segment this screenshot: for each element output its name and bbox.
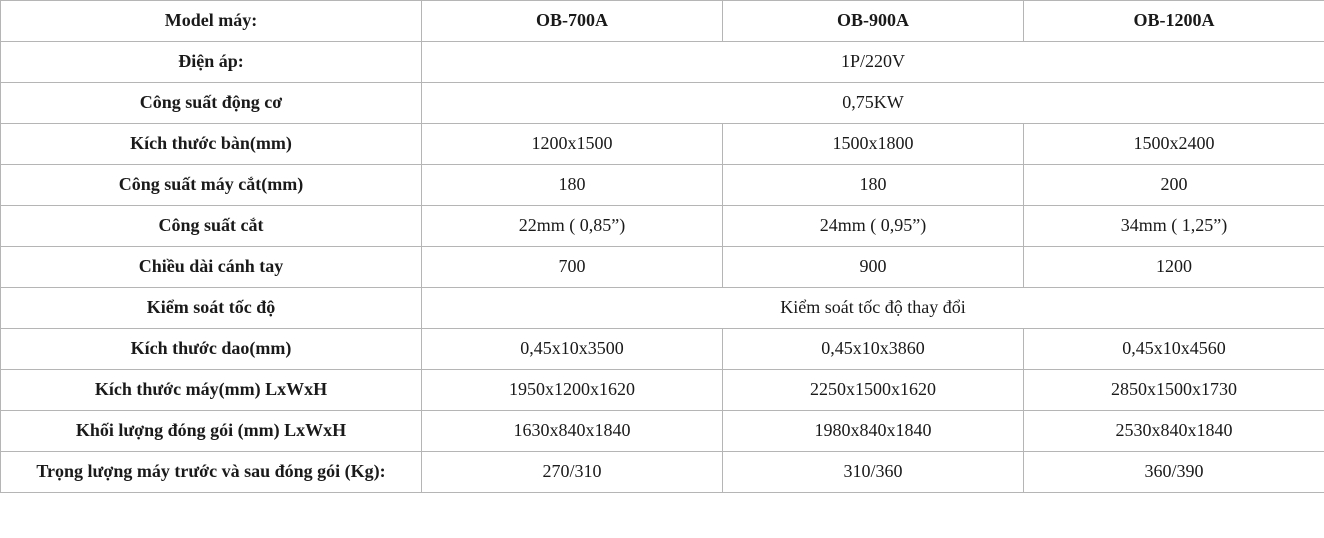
- row-value-merged: Kiểm soát tốc độ thay đổi: [422, 288, 1324, 329]
- table-row: [1, 411, 1324, 452]
- row-value: 2850x1500x1730: [1024, 370, 1324, 411]
- row-value: 180: [422, 165, 723, 206]
- row-value: 700: [422, 247, 723, 288]
- table-row: [1, 329, 1324, 370]
- table-row: [1, 288, 1324, 329]
- row-value-merged: 0,75KW: [422, 83, 1324, 124]
- row-label: Kích thước dao(mm): [1, 329, 422, 370]
- row-label: Công suất máy cắt(mm): [1, 165, 422, 206]
- row-value: 24mm ( 0,95”): [723, 206, 1024, 247]
- row-label: Công suất cắt: [1, 206, 422, 247]
- row-value: 1980x840x1840: [723, 411, 1024, 452]
- row-value: OB-1200A: [1024, 1, 1324, 42]
- row-value: 360/390: [1024, 452, 1324, 493]
- row-value-merged: 1P/220V: [422, 42, 1324, 83]
- row-value: 22mm ( 0,85”): [422, 206, 723, 247]
- row-value: 34mm ( 1,25”): [1024, 206, 1324, 247]
- row-value: OB-700A: [422, 1, 723, 42]
- row-label: Chiều dài cánh tay: [1, 247, 422, 288]
- row-label: Công suất động cơ: [1, 83, 422, 124]
- row-value: 0,45x10x4560: [1024, 329, 1324, 370]
- row-value: OB-900A: [723, 1, 1024, 42]
- row-value: 310/360: [723, 452, 1024, 493]
- row-value: 1950x1200x1620: [422, 370, 723, 411]
- table-row: [1, 206, 1324, 247]
- table-row: [1, 370, 1324, 411]
- table-row: [1, 124, 1324, 165]
- table-row: [1, 42, 1324, 83]
- row-value: 1200: [1024, 247, 1324, 288]
- row-value: 900: [723, 247, 1024, 288]
- row-value: 270/310: [422, 452, 723, 493]
- row-label: Kiểm soát tốc độ: [1, 288, 422, 329]
- row-value: 180: [723, 165, 1024, 206]
- table-row: [1, 1, 1324, 42]
- row-label: Model máy:: [1, 1, 422, 42]
- table-row: [1, 452, 1324, 493]
- table-row: [1, 165, 1324, 206]
- table-row: [1, 83, 1324, 124]
- row-value: 0,45x10x3860: [723, 329, 1024, 370]
- row-label: Khối lượng đóng gói (mm) LxWxH: [1, 411, 422, 452]
- row-value: 2250x1500x1620: [723, 370, 1024, 411]
- row-label: Trọng lượng máy trước và sau đóng gói (Kg):: [1, 452, 422, 493]
- row-value: 1500x2400: [1024, 124, 1324, 165]
- row-value: 0,45x10x3500: [422, 329, 723, 370]
- row-value: 2530x840x1840: [1024, 411, 1324, 452]
- row-label: Điện áp:: [1, 42, 422, 83]
- row-value: 1500x1800: [723, 124, 1024, 165]
- table-row: [1, 247, 1324, 288]
- row-value: 200: [1024, 165, 1324, 206]
- row-label: Kích thước máy(mm) LxWxH: [1, 370, 422, 411]
- row-value: 1200x1500: [422, 124, 723, 165]
- row-value: 1630x840x1840: [422, 411, 723, 452]
- row-label: Kích thước bàn(mm): [1, 124, 422, 165]
